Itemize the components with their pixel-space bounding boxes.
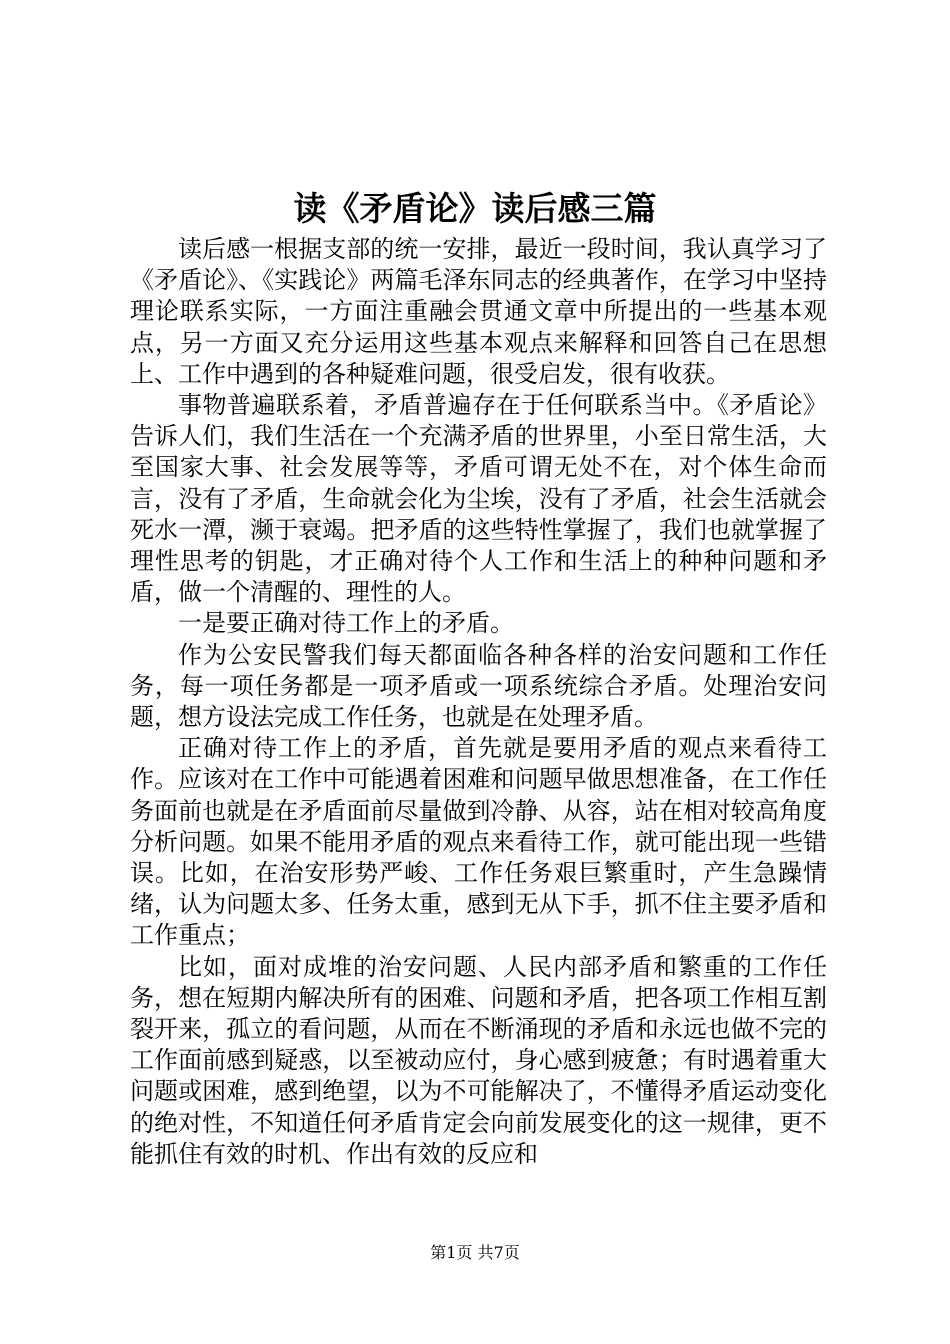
- document-body: [130, 234, 827, 1170]
- paragraph: 读后感一根据支部的统一安排，最近一段时间，我认真学习了《矛盾论》、《实践论》两篇毛泽东同志的经典著作，在学习中坚持理论联系实际，一方面注重融会贯通文章中所提出的一些基本观点，另一方面又充分运用这些基本观点来解释和回答自己在思想上、工作中遇到的各种疑难问题，很受启发，很有收获。: [130, 235, 827, 388]
- page-number-footer: 第1页 共7页: [430, 1243, 520, 1262]
- paragraph: 事物普遍联系着，矛盾普遍存在于任何联系当中。《矛盾论》告诉人们，我们生活在一个充满矛盾的世界里，小至日常生活，大至国家大事、社会发展等等，矛盾可谓无处不在，对个体生命而言，没有了矛盾，生命就会化为尘埃，没有了矛盾，社会生活就会死水一潭，濒于衰竭。把矛盾的这些特性掌握了，我们也就掌握了理性思考的钥匙，才正确对待个人工作和生活上的种种问题和矛盾，做一个清醒的、理性的人。: [130, 391, 827, 607]
- paragraph: 正确对待工作上的矛盾，首先就是要用矛盾的观点来看待工作。应该对在工作中可能遇着困难和问题早做思想准备，在工作任务面前也就是在矛盾面前尽量做到冷静、从容，站在相对较高角度分析问题。如果不能用矛盾的观点来看待工作，就可能出现一些错误。比如，在治安形势严峻、工作任务艰巨繁重时，产生急躁情绪，认为问题太多、任务太重，感到无从下手，抓不住主要矛盾和工作重点；: [130, 734, 827, 950]
- document-title: 读《矛盾论》读后感三篇: [293, 189, 657, 228]
- paragraph: 比如，面对成堆的治安问题、人民内部矛盾和繁重的工作任务，想在短期内解决所有的困难、问题和矛盾，把各项工作相互割裂开来，孤立的看问题，从而在不断涌现的矛盾和永远也做不完的工作面前感到疑惑，以至被动应付，身心感到疲惫；有时遇着重大问题或困难，感到绝望，以为不可能解决了，不懂得矛盾运动变化的绝对性，不知道任何矛盾肯定会向前发展变化的这一规律，更不能抓住有效的时机、作出有效的反应和: [130, 952, 827, 1168]
- paragraph: 作为公安民警我们每天都面临各种各样的治安问题和工作任务，每一项任务都是一项矛盾或一项系统综合矛盾。处理治安问题，想方设法完成工作任务，也就是在处理矛盾。: [130, 640, 827, 732]
- paragraph: 一是要正确对待工作上的矛盾。: [178, 609, 514, 638]
